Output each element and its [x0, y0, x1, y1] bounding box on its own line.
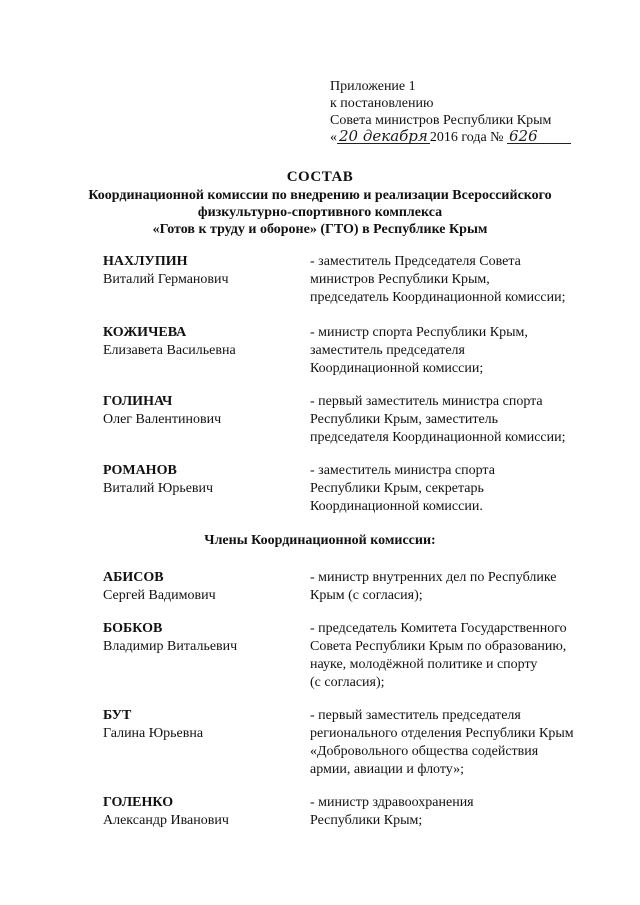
person-role: [310, 324, 610, 378]
role-line: Координационной комиссии;: [310, 361, 484, 376]
person-surname: ГОЛИНАЧ: [103, 394, 173, 409]
role-line: Республики Крым, секретарь: [310, 481, 484, 496]
role-line: председатель Координационной комиссии;: [310, 290, 566, 305]
date-handwritten: 20 декабря: [339, 127, 428, 145]
decree-number-handwritten: 626: [507, 129, 571, 144]
role-line: науке, молодёжной политике и спорту: [310, 657, 538, 672]
role-line: (с согласия);: [310, 675, 385, 690]
person-surname: РОМАНОВ: [103, 463, 177, 478]
role-line: - министр внутренних дел по Республике: [310, 570, 557, 585]
person-given-name: Галина Юрьевна: [103, 726, 204, 741]
role-line: Координационной комиссии.: [310, 499, 483, 514]
role-line: Республики Крым, заместитель: [310, 412, 499, 427]
person-given-name: Елизавета Васильевна: [103, 343, 236, 358]
title-line-1: Координационной комиссии по внедрению и реализации Всероссийского: [88, 188, 552, 203]
person-surname: БОБКОВ: [103, 621, 163, 636]
date-year: 2016 года №: [429, 130, 504, 145]
role-line: заместитель председателя: [310, 343, 465, 358]
person-given-name: Сергей Вадимович: [103, 588, 216, 603]
role-line: регионального отделения Республики Крым: [310, 726, 574, 741]
title-line-2: физкультурно-спортивного комплекса: [197, 205, 443, 220]
person-role: [310, 253, 610, 307]
date-quote: «: [330, 130, 337, 145]
role-line: - заместитель министра спорта: [310, 463, 495, 478]
person-role: [310, 707, 610, 779]
role-line: армии, авиации и флоту»;: [310, 762, 465, 777]
title-line-3: «Готов к труду и обороне» (ГТО) в Республике Крым: [152, 222, 488, 237]
document-title: [0, 168, 640, 238]
appendix-issuer: Совета министров Республики Крым: [330, 113, 552, 128]
appendix-date-line: [330, 129, 571, 146]
person-given-name: Виталий Германович: [103, 272, 229, 287]
person-role: [310, 462, 610, 516]
title-heading: СОСТАВ: [286, 169, 354, 185]
person-role: [310, 794, 610, 830]
person-given-name: Владимир Витальевич: [103, 639, 238, 654]
appendix-title: Приложение 1: [330, 79, 416, 94]
role-line: - первый заместитель министра спорта: [310, 394, 543, 409]
person-surname: ГОЛЕНКО: [103, 795, 174, 810]
role-line: - председатель Комитета Государственного: [310, 621, 567, 636]
role-line: председателя Координационной комиссии;: [310, 430, 566, 445]
role-line: - первый заместитель председателя: [310, 708, 521, 723]
role-line: Крым (с согласия);: [310, 588, 423, 603]
person-surname: БУТ: [103, 708, 132, 723]
person-surname: АБИСОВ: [103, 570, 164, 585]
person-role: [310, 569, 610, 605]
members-heading: Члены Координационной комиссии:: [204, 533, 436, 548]
role-line: Совета Республики Крым по образованию,: [310, 639, 567, 654]
role-line: «Добровольного общества содействия: [310, 744, 539, 759]
person-given-name: Олег Валентинович: [103, 412, 222, 427]
role-line: - министр спорта Республики Крым,: [310, 325, 528, 340]
person-role: [310, 393, 610, 447]
role-line: министров Республики Крым,: [310, 272, 490, 287]
person-surname: КОЖИЧЕВА: [103, 325, 187, 340]
appendix-block: [330, 78, 571, 146]
role-line: - заместитель Председателя Совета: [310, 254, 521, 269]
appendix-ref: к постановлению: [330, 96, 434, 111]
person-surname: НАХЛУПИН: [103, 254, 188, 269]
person-given-name: Александр Иванович: [103, 813, 229, 828]
person-given-name: Виталий Юрьевич: [103, 481, 214, 496]
person-role: [310, 620, 610, 692]
role-line: Республики Крым;: [310, 813, 423, 828]
role-line: - министр здравоохранения: [310, 795, 474, 810]
